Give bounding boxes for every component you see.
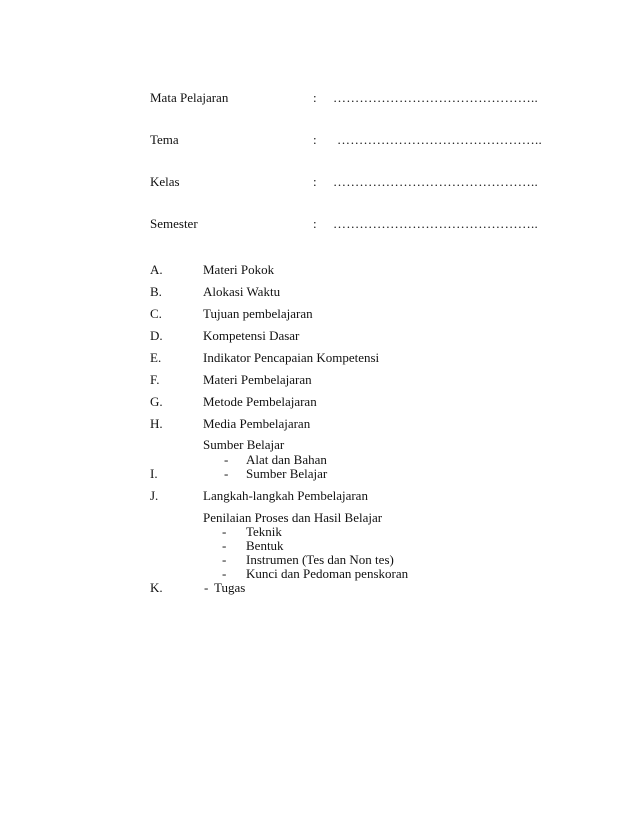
field-colon: : xyxy=(313,216,317,231)
outline-text: Materi Pembelajaran xyxy=(203,372,312,387)
outline-letter: F. xyxy=(150,372,160,387)
outline-letter: K. xyxy=(150,580,163,595)
sub-bullet: - xyxy=(222,538,227,553)
sub-item-text: Tugas xyxy=(214,580,246,595)
outline-text: Langkah-langkah Pembelajaran xyxy=(203,488,368,503)
outline-letter: B. xyxy=(150,284,162,299)
sub-bullet: - xyxy=(222,566,227,581)
field-value-blank: ……………………………………….. xyxy=(333,216,538,231)
field-label: Semester xyxy=(150,216,198,231)
outline-text: Sumber Belajar xyxy=(203,437,285,452)
sub-bullet: - xyxy=(224,466,229,481)
sub-bullet: - xyxy=(222,552,227,567)
sub-item-text: Kunci dan Pedoman penskoran xyxy=(246,566,409,581)
sub-item-text: Instrumen (Tes dan Non tes) xyxy=(246,552,394,567)
outline-letter: A. xyxy=(150,262,163,277)
sub-bullet: - xyxy=(204,580,209,595)
sub-item-text: Bentuk xyxy=(246,538,284,553)
outline-text: Materi Pokok xyxy=(203,262,275,277)
field-value-blank: ……………………………………….. xyxy=(337,132,542,147)
outline-letter: I. xyxy=(150,466,158,481)
sub-bullet: - xyxy=(222,524,227,539)
outline-text: Indikator Pencapaian Kompetensi xyxy=(203,350,380,365)
field-value-blank: ……………………………………….. xyxy=(333,174,538,189)
sub-bullet: - xyxy=(224,452,229,467)
outline-text: Tujuan pembelajaran xyxy=(203,306,313,321)
field-colon: : xyxy=(313,174,317,189)
sub-item-text: Sumber Belajar xyxy=(246,466,328,481)
outline-letter: D. xyxy=(150,328,163,343)
outline-letter: G. xyxy=(150,394,163,409)
outline-letter: H. xyxy=(150,416,163,431)
outline-letter: J. xyxy=(150,488,159,503)
field-label: Mata Pelajaran xyxy=(150,90,229,105)
outline-text: Kompetensi Dasar xyxy=(203,328,300,343)
outline-letter: E. xyxy=(150,350,162,365)
field-label: Kelas xyxy=(150,174,180,189)
outline-text: Penilaian Proses dan Hasil Belajar xyxy=(203,510,383,525)
sub-item-text: Teknik xyxy=(246,524,282,539)
field-colon: : xyxy=(313,132,317,147)
field-colon: : xyxy=(313,90,317,105)
outline-text: Metode Pembelajaran xyxy=(203,394,317,409)
outline-text: Media Pembelajaran xyxy=(203,416,311,431)
outline-letter: C. xyxy=(150,306,162,321)
outline-text: Alokasi Waktu xyxy=(203,284,281,299)
field-value-blank: ……………………………………….. xyxy=(333,90,538,105)
sub-item-text: Alat dan Bahan xyxy=(246,452,327,467)
field-label: Tema xyxy=(150,132,179,147)
